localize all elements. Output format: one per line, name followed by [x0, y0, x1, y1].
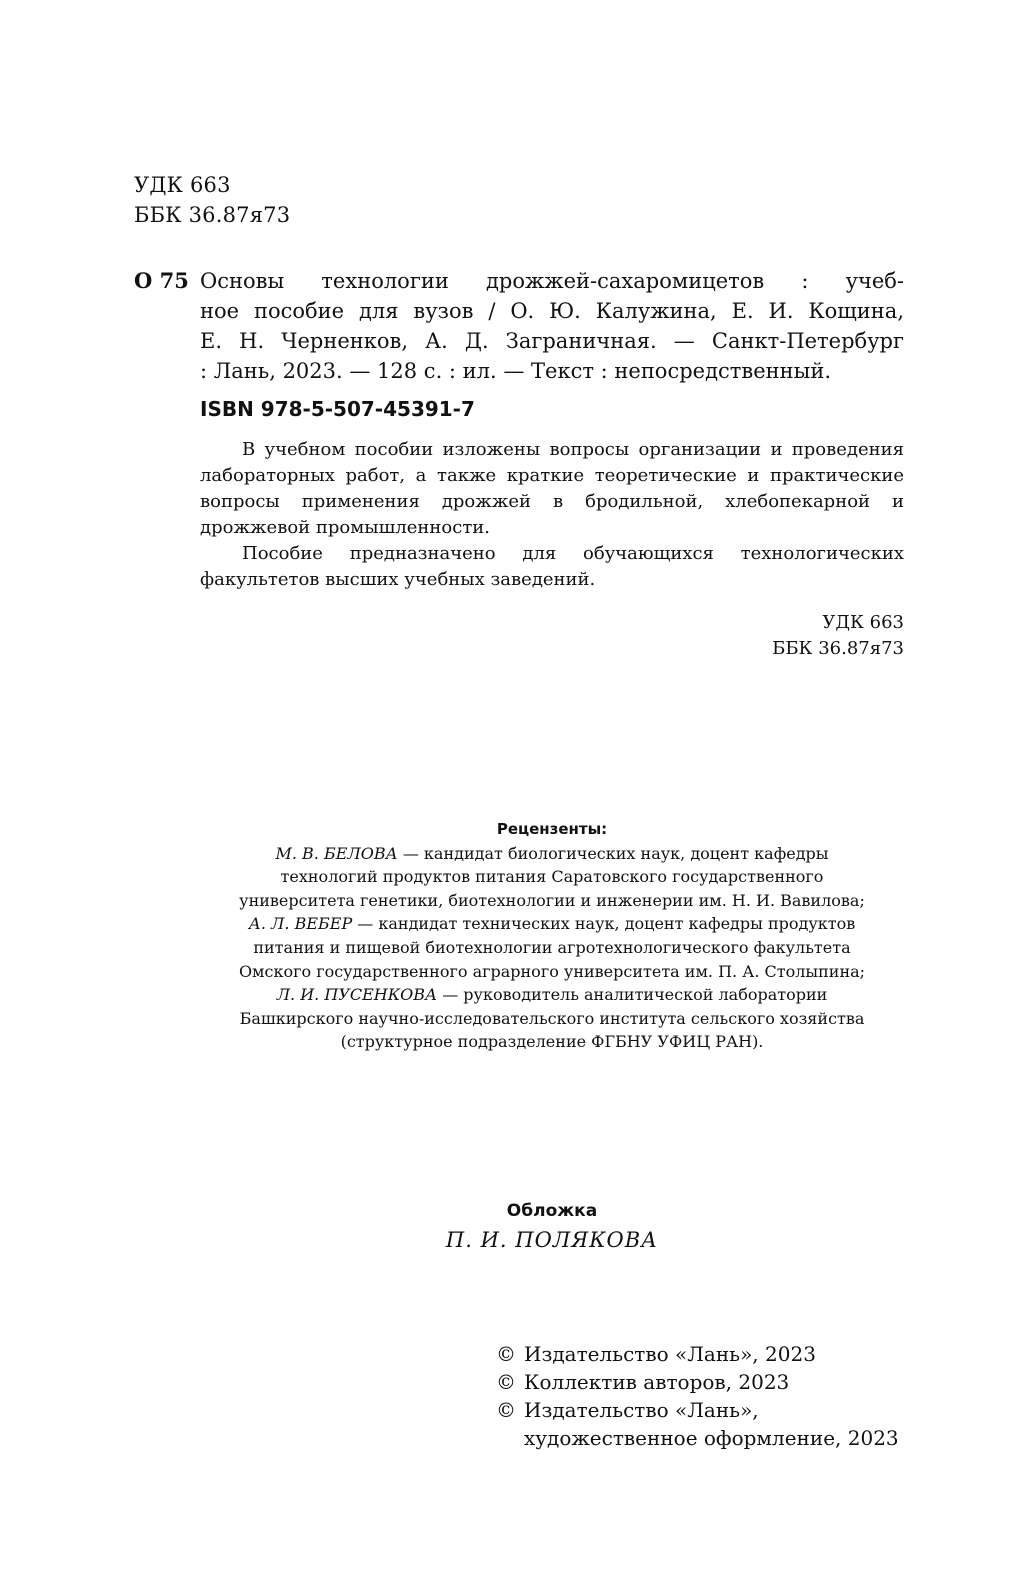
copyright-icon: ©: [496, 1370, 516, 1394]
reviewer-line: технологий продуктов питания Саратовского государственного: [280, 867, 824, 887]
copyright-icon: ©: [496, 1342, 516, 1366]
reviewer-line: университета генетики, биотехнологии и инженерии им. Н. И. Вавилова;: [239, 890, 865, 910]
reviewer-entry: [200, 912, 904, 983]
description-line: ное пособие для вузов / О. Ю. Калужина, Е. И. Кощина,: [200, 299, 904, 323]
copyright-line: [496, 1424, 899, 1452]
udk-code: УДК 663: [134, 173, 231, 197]
copyright-text: Коллектив авторов, 2023: [524, 1370, 790, 1394]
bbk-code: ББК 36.87я73: [134, 203, 291, 227]
reviewers-heading: Рецензенты:: [496, 820, 608, 838]
abstract: [200, 437, 904, 593]
isbn: ISBN 978-5-507-45391-7: [200, 397, 475, 421]
cover-credit: [200, 1197, 904, 1255]
reviewer-line: питания и пищевой биотехнологии агротехнологического факультета: [253, 937, 851, 957]
reviewer-line: Омского государственного аграрного университета им. П. А. Столыпина;: [238, 961, 866, 981]
description-line: Основы технологии дрожжей-сахаромицетов : учеб-: [200, 269, 904, 293]
reviewer-entry: [200, 983, 904, 1054]
copyright-block: [496, 1340, 899, 1452]
reviewer-line: (структурное подразделение ФГБНУ УФИЦ РАН).: [340, 1032, 764, 1052]
abstract-paragraph: В учебном пособии изложены вопросы организации и проведения лабораторных работ, а также краткие теоретические и практические вопросы применения дрожжей в бродильной, хлебопекарной и дрожжевой промышленности.: [200, 439, 904, 538]
bbk-code: ББК 36.87я73: [772, 638, 904, 659]
copyright-line: [496, 1368, 899, 1396]
reviewer-name: А. Л. ВЕБЕР: [248, 914, 353, 934]
top-classification: [134, 170, 290, 230]
copyright-line: [496, 1340, 899, 1368]
reviewers-block: [200, 818, 904, 1054]
copyright-text: Издательство «Лань»,: [524, 1398, 759, 1422]
udk-code: УДК 663: [822, 612, 904, 633]
reviewer-name: Л. И. ПУСЕНКОВА: [276, 985, 438, 1005]
reviewer-line: Башкирского научно-исследовательского института сельского хозяйства: [239, 1008, 865, 1028]
bibliographic-description: [200, 266, 904, 386]
copyright-text: художественное оформление, 2023: [524, 1426, 899, 1450]
cover-artist: П. И. ПОЛЯКОВА: [445, 1228, 659, 1252]
copyright-line: [496, 1396, 899, 1424]
reviewer-name: М. В. БЕЛОВА: [275, 843, 398, 863]
reviewer-line: — кандидат технических наук, доцент кафедры продуктов: [352, 914, 856, 934]
description-line: : Лань, 2023. — 128 с. : ил. — Текст : непосредственный.: [200, 359, 832, 383]
copyright-icon: ©: [496, 1398, 516, 1422]
description-line: Е. Н. Черненков, А. Д. Заграничная. — Санкт-Петербург: [200, 329, 904, 353]
copyright-text: Издательство «Лань», 2023: [524, 1342, 816, 1366]
cover-heading: Обложка: [506, 1201, 598, 1221]
reviewer-line: — кандидат биологических наук, доцент кафедры: [397, 843, 829, 863]
bottom-classification: [772, 610, 904, 662]
reviewer-entry: [200, 842, 904, 913]
abstract-paragraph: Пособие предназначено для обучающихся технологических факультетов высших учебных заведений.: [200, 543, 904, 590]
author-sign-code: О 75: [134, 268, 189, 293]
reviewer-line: — руководитель аналитической лаборатории: [437, 985, 828, 1005]
